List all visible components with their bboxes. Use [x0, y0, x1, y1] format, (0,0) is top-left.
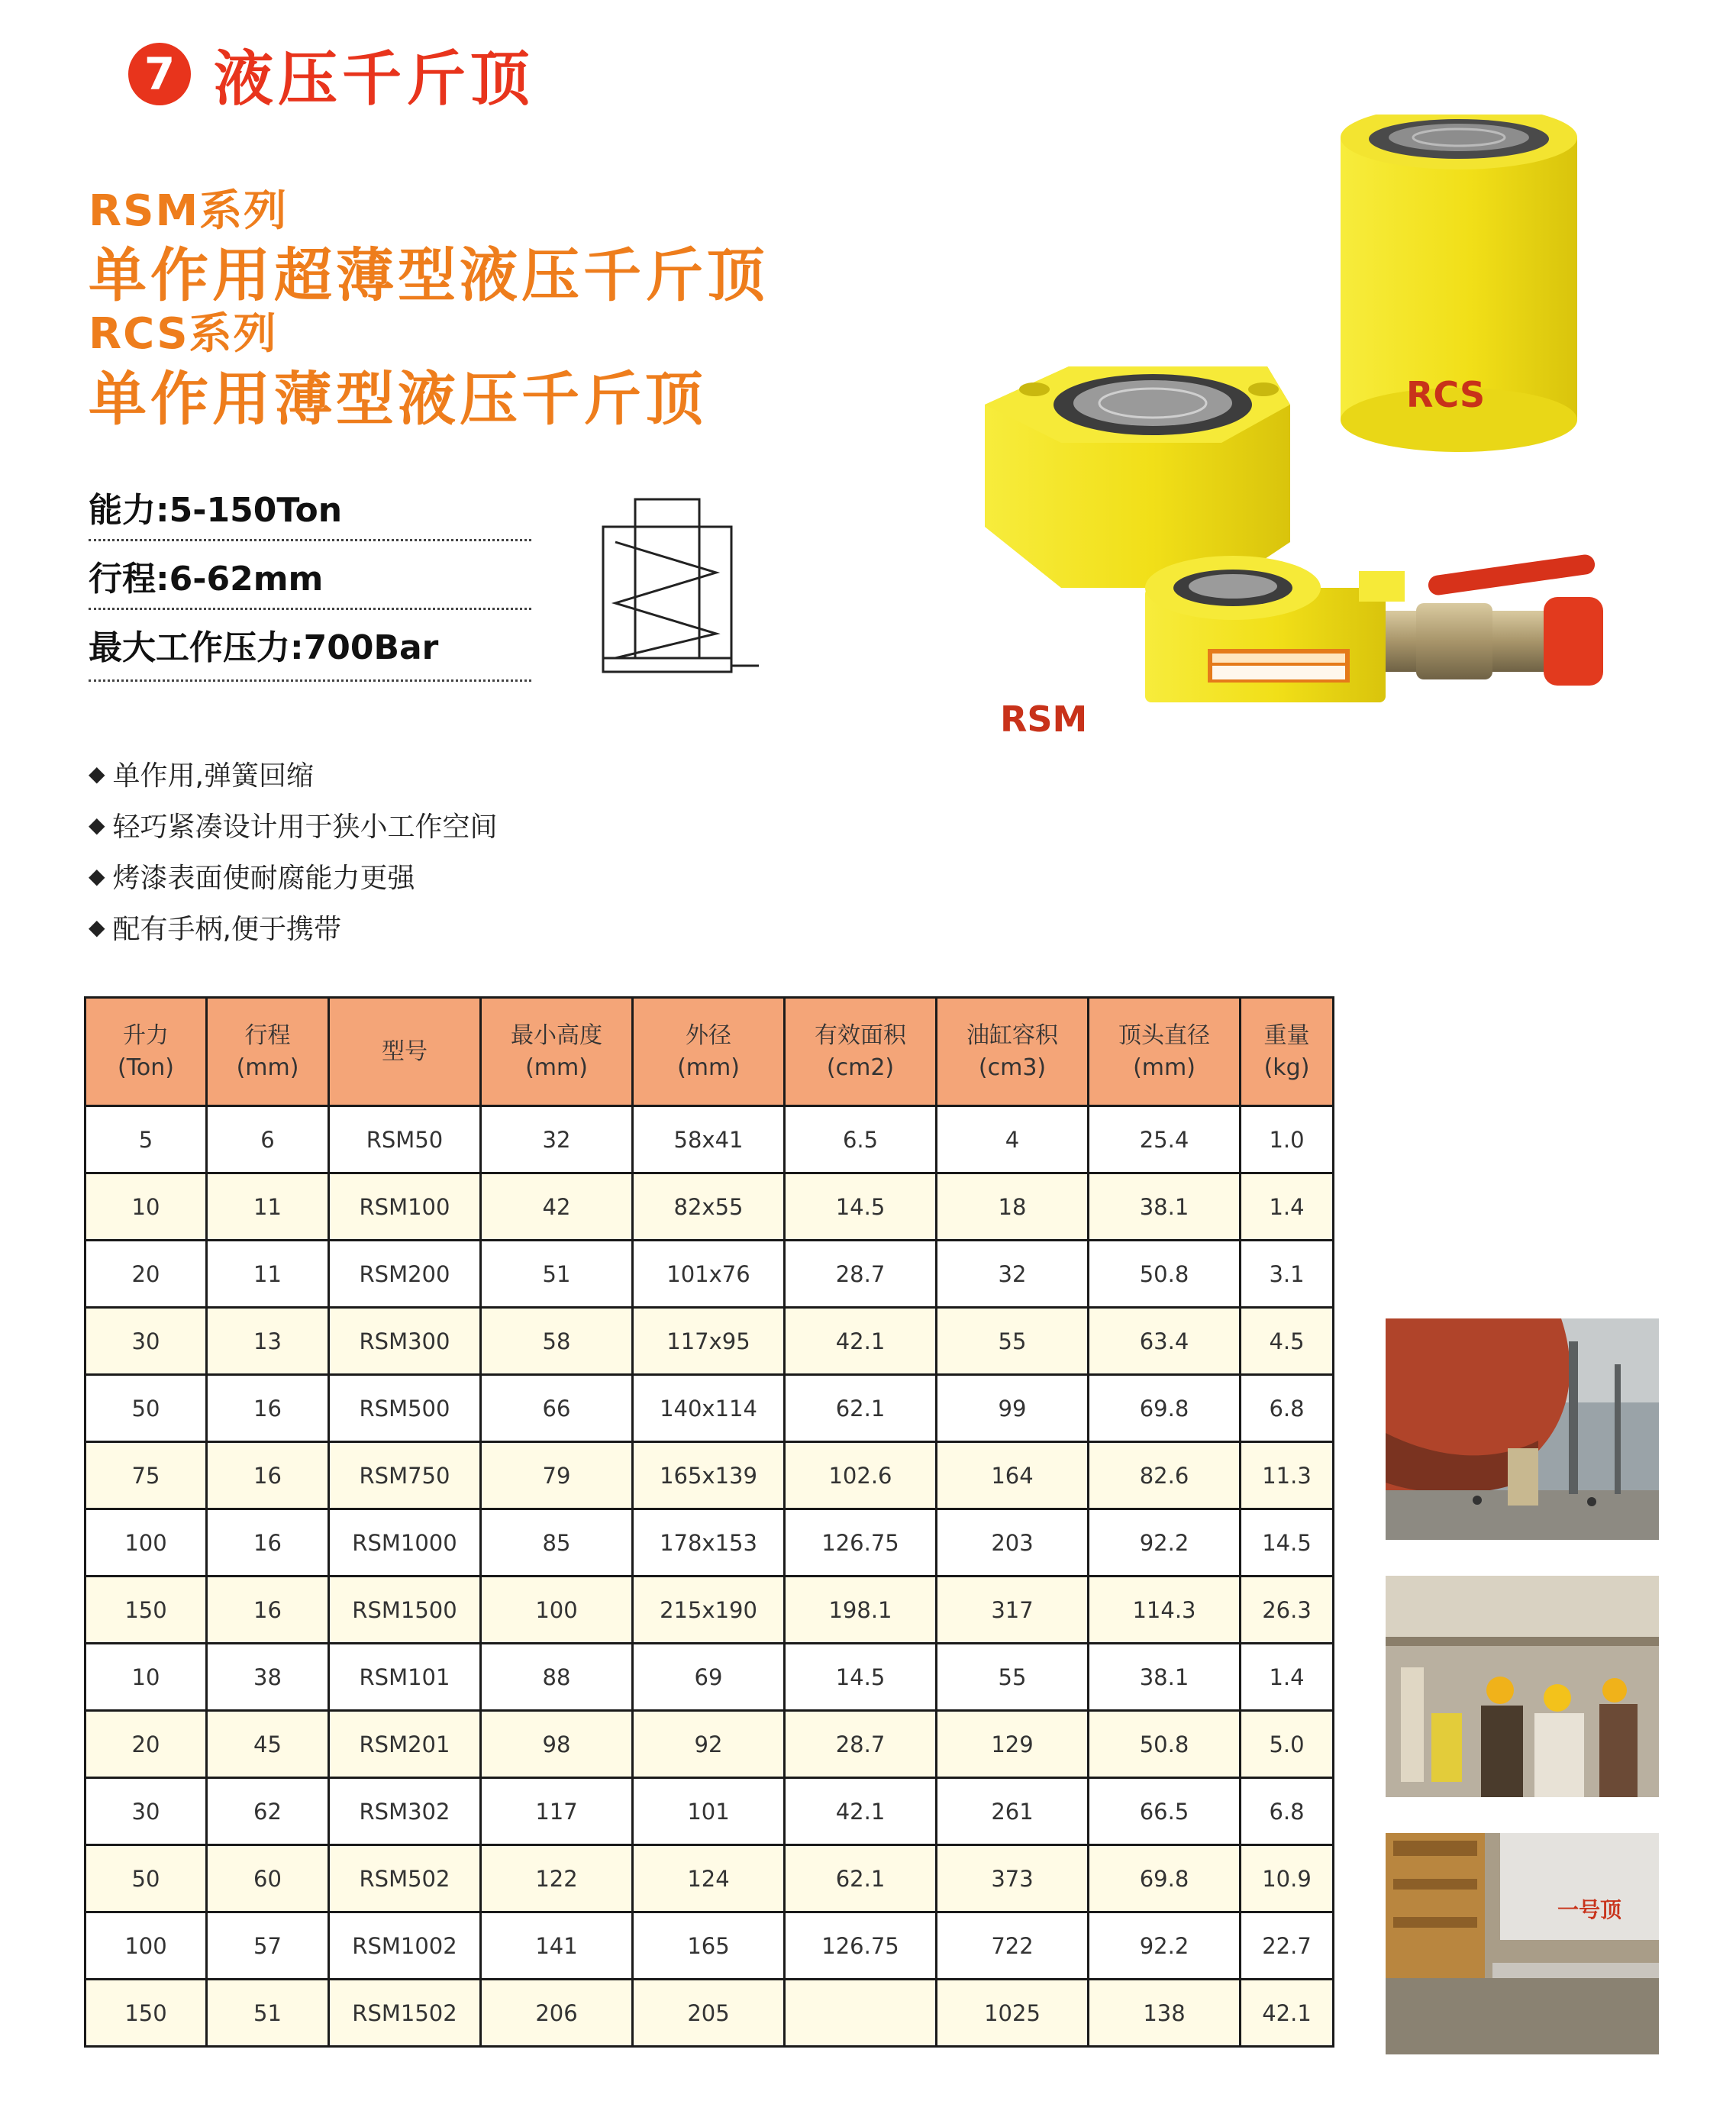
- table-cell: RSM500: [329, 1375, 481, 1442]
- application-photo-shipyard: [1386, 1318, 1659, 1540]
- section-title: 液压千斤顶: [214, 45, 535, 114]
- series-rsm-desc: 单作用超薄型液压千斤顶: [89, 241, 769, 309]
- feature-list: [89, 748, 498, 953]
- table-cell: 42: [481, 1173, 633, 1241]
- column-header: 升力 (Ton): [86, 998, 207, 1106]
- table-cell: 138: [1089, 1980, 1241, 2047]
- table-cell: 85: [481, 1509, 633, 1577]
- table-cell: 203: [937, 1509, 1089, 1577]
- column-header: 顶头直径 (mm): [1089, 998, 1241, 1106]
- feature-item: [89, 902, 498, 953]
- table-row: [86, 1711, 1334, 1778]
- rsm-small-jack-image: [1145, 553, 1603, 702]
- table-cell: 6.8: [1241, 1778, 1334, 1845]
- table-cell: 117: [481, 1778, 633, 1845]
- table-cell: 62.1: [785, 1845, 937, 1912]
- column-header: 外径 (mm): [633, 998, 785, 1106]
- table-cell: 28.7: [785, 1241, 937, 1308]
- table-cell: 141: [481, 1912, 633, 1980]
- table-cell: 55: [937, 1308, 1089, 1375]
- table-cell: 63.4: [1089, 1308, 1241, 1375]
- table-cell: 18: [937, 1173, 1089, 1241]
- table-cell: 51: [207, 1980, 329, 2047]
- table-cell: 42.1: [1241, 1980, 1334, 2047]
- table-cell: RSM1000: [329, 1509, 481, 1577]
- table-cell: 261: [937, 1778, 1089, 1845]
- product-photo: [970, 115, 1657, 763]
- column-header: 油缸容积 (cm3): [937, 998, 1089, 1106]
- series-rcs-name: RCS系列: [89, 309, 278, 359]
- table-row: [86, 1375, 1334, 1442]
- jack-sign-text: 一号顶: [1557, 1897, 1622, 1922]
- table-cell: 4.5: [1241, 1308, 1334, 1375]
- table-cell: 16: [207, 1509, 329, 1577]
- dotted-divider: [89, 608, 531, 610]
- table-cell: 62: [207, 1778, 329, 1845]
- table-cell: 42.1: [785, 1308, 937, 1375]
- spec-pressure: 最大工作压力:700Bar: [89, 628, 439, 667]
- table-cell: 1025: [937, 1980, 1089, 2047]
- table-row: [86, 1778, 1334, 1845]
- table-cell: 5: [86, 1106, 207, 1173]
- table-cell: 722: [937, 1912, 1089, 1980]
- table-cell: 30: [86, 1778, 207, 1845]
- table-cell: 317: [937, 1577, 1089, 1644]
- rcs-label: RCS: [1406, 374, 1486, 415]
- table-cell: 10: [86, 1173, 207, 1241]
- spec-table: [84, 996, 1334, 2048]
- rsm-large-jack-image: [985, 366, 1290, 588]
- diamond-bullet-icon: ◆: [89, 761, 105, 786]
- table-cell: 16: [207, 1442, 329, 1509]
- table-cell: 215x190: [633, 1577, 785, 1644]
- table-cell: 92.2: [1089, 1912, 1241, 1980]
- table-cell: RSM502: [329, 1845, 481, 1912]
- feature-item: [89, 748, 498, 799]
- table-cell: 117x95: [633, 1308, 785, 1375]
- table-cell: 32: [481, 1106, 633, 1173]
- table-cell: 150: [86, 1980, 207, 2047]
- table-cell: 205: [633, 1980, 785, 2047]
- page-title: [128, 40, 535, 114]
- table-cell: 92.2: [1089, 1509, 1241, 1577]
- table-cell: 26.3: [1241, 1577, 1334, 1644]
- diamond-bullet-icon: ◆: [89, 915, 105, 940]
- table-cell: 98: [481, 1711, 633, 1778]
- table-cell: RSM201: [329, 1711, 481, 1778]
- table-row: [86, 1442, 1334, 1509]
- table-row: [86, 1577, 1334, 1644]
- table-cell: 50.8: [1089, 1241, 1241, 1308]
- table-cell: 114.3: [1089, 1577, 1241, 1644]
- table-cell: RSM750: [329, 1442, 481, 1509]
- table-cell: RSM101: [329, 1644, 481, 1711]
- table-cell: 82.6: [1089, 1442, 1241, 1509]
- diamond-bullet-icon: ◆: [89, 863, 105, 889]
- column-header: 有效面积 (cm2): [785, 998, 937, 1106]
- table-cell: [785, 1980, 937, 2047]
- table-cell: 42.1: [785, 1778, 937, 1845]
- table-cell: RSM1500: [329, 1577, 481, 1644]
- table-cell: 100: [86, 1509, 207, 1577]
- application-photo-workers: [1386, 1576, 1659, 1797]
- table-cell: 14.5: [785, 1644, 937, 1711]
- dotted-divider: [89, 539, 531, 541]
- table-cell: 20: [86, 1711, 207, 1778]
- table-cell: 88: [481, 1644, 633, 1711]
- table-cell: 150: [86, 1577, 207, 1644]
- table-cell: 75: [86, 1442, 207, 1509]
- table-cell: 28.7: [785, 1711, 937, 1778]
- table-cell: 50.8: [1089, 1711, 1241, 1778]
- feature-text: 烤漆表面使耐腐能力更强: [112, 863, 415, 894]
- table-cell: 3.1: [1241, 1241, 1334, 1308]
- table-cell: 38.1: [1089, 1173, 1241, 1241]
- dotted-divider: [89, 679, 531, 682]
- spec-capacity: 能力:5-150Ton: [89, 491, 343, 530]
- table-cell: 58: [481, 1308, 633, 1375]
- table-cell: 126.75: [785, 1912, 937, 1980]
- table-cell: 5.0: [1241, 1711, 1334, 1778]
- table-cell: 82x55: [633, 1173, 785, 1241]
- table-cell: 50: [86, 1845, 207, 1912]
- feature-text: 轻巧紧凑设计用于狭小工作空间: [112, 812, 498, 843]
- table-cell: 100: [481, 1577, 633, 1644]
- table-cell: 50: [86, 1375, 207, 1442]
- series-rcs-desc: 单作用薄型液压千斤顶: [89, 365, 707, 433]
- table-cell: RSM100: [329, 1173, 481, 1241]
- table-cell: 198.1: [785, 1577, 937, 1644]
- table-cell: 178x153: [633, 1509, 785, 1577]
- table-cell: 1.4: [1241, 1644, 1334, 1711]
- table-cell: 6.8: [1241, 1375, 1334, 1442]
- diamond-bullet-icon: ◆: [89, 812, 105, 837]
- series-rsm-name: RSM系列: [89, 186, 289, 236]
- table-cell: 164: [937, 1442, 1089, 1509]
- table-cell: 60: [207, 1845, 329, 1912]
- table-cell: 140x114: [633, 1375, 785, 1442]
- feature-text: 单作用,弹簧回缩: [112, 760, 314, 792]
- table-cell: 16: [207, 1375, 329, 1442]
- table-cell: RSM50: [329, 1106, 481, 1173]
- table-cell: RSM302: [329, 1778, 481, 1845]
- feature-item: [89, 850, 498, 902]
- feature-text: 配有手柄,便于携带: [112, 914, 341, 945]
- table-cell: 92: [633, 1711, 785, 1778]
- table-cell: 165: [633, 1912, 785, 1980]
- table-cell: 100: [86, 1912, 207, 1980]
- table-row: [86, 1509, 1334, 1577]
- table-cell: 45: [207, 1711, 329, 1778]
- table-cell: 11: [207, 1241, 329, 1308]
- table-row: [86, 1912, 1334, 1980]
- table-cell: 69: [633, 1644, 785, 1711]
- table-cell: RSM200: [329, 1241, 481, 1308]
- table-cell: 62.1: [785, 1375, 937, 1442]
- table-cell: 102.6: [785, 1442, 937, 1509]
- table-cell: 22.7: [1241, 1912, 1334, 1980]
- table-cell: RSM300: [329, 1308, 481, 1375]
- table-cell: 32: [937, 1241, 1089, 1308]
- table-cell: 101x76: [633, 1241, 785, 1308]
- table-cell: 79: [481, 1442, 633, 1509]
- column-header: 最小高度 (mm): [481, 998, 633, 1106]
- table-cell: 38: [207, 1644, 329, 1711]
- table-row: [86, 1106, 1334, 1173]
- table-cell: 16: [207, 1577, 329, 1644]
- table-cell: 99: [937, 1375, 1089, 1442]
- table-cell: 14.5: [785, 1173, 937, 1241]
- table-cell: 30: [86, 1308, 207, 1375]
- spring-return-cylinder-diagram: [602, 496, 762, 687]
- table-row: [86, 1644, 1334, 1711]
- column-header: 型号: [329, 998, 481, 1106]
- table-cell: 55: [937, 1644, 1089, 1711]
- table-cell: 4: [937, 1106, 1089, 1173]
- table-cell: 51: [481, 1241, 633, 1308]
- table-cell: 11: [207, 1173, 329, 1241]
- table-row: [86, 1308, 1334, 1375]
- table-cell: 10.9: [1241, 1845, 1334, 1912]
- table-cell: 20: [86, 1241, 207, 1308]
- table-cell: 122: [481, 1845, 633, 1912]
- table-cell: 58x41: [633, 1106, 785, 1173]
- table-cell: RSM1502: [329, 1980, 481, 2047]
- table-cell: 1.0: [1241, 1106, 1334, 1173]
- table-cell: 57: [207, 1912, 329, 1980]
- section-number-badge: 7: [128, 43, 191, 105]
- table-row: [86, 1241, 1334, 1308]
- table-cell: 38.1: [1089, 1644, 1241, 1711]
- table-cell: RSM1002: [329, 1912, 481, 1980]
- rsm-label: RSM: [1000, 699, 1088, 740]
- table-cell: 11.3: [1241, 1442, 1334, 1509]
- table-cell: 14.5: [1241, 1509, 1334, 1577]
- table-cell: 124: [633, 1845, 785, 1912]
- table-cell: 66.5: [1089, 1778, 1241, 1845]
- table-cell: 206: [481, 1980, 633, 2047]
- table-cell: 129: [937, 1711, 1089, 1778]
- table-cell: 373: [937, 1845, 1089, 1912]
- table-cell: 69.8: [1089, 1375, 1241, 1442]
- table-row: [86, 1845, 1334, 1912]
- table-cell: 165x139: [633, 1442, 785, 1509]
- table-cell: 13: [207, 1308, 329, 1375]
- table-cell: 101: [633, 1778, 785, 1845]
- spec-stroke: 行程:6-62mm: [89, 560, 324, 599]
- table-row: [86, 1173, 1334, 1241]
- table-row: [86, 1980, 1334, 2047]
- table-cell: 6.5: [785, 1106, 937, 1173]
- column-header: 行程 (mm): [207, 998, 329, 1106]
- table-cell: 6: [207, 1106, 329, 1173]
- table-cell: 69.8: [1089, 1845, 1241, 1912]
- table-cell: 1.4: [1241, 1173, 1334, 1241]
- table-cell: 25.4: [1089, 1106, 1241, 1173]
- table-cell: 126.75: [785, 1509, 937, 1577]
- feature-item: [89, 799, 498, 850]
- application-photo-jack-in-use: [1386, 1833, 1659, 2054]
- table-header-row: [86, 998, 1334, 1106]
- table-cell: 66: [481, 1375, 633, 1442]
- column-header: 重量 (kg): [1241, 998, 1334, 1106]
- table-cell: 10: [86, 1644, 207, 1711]
